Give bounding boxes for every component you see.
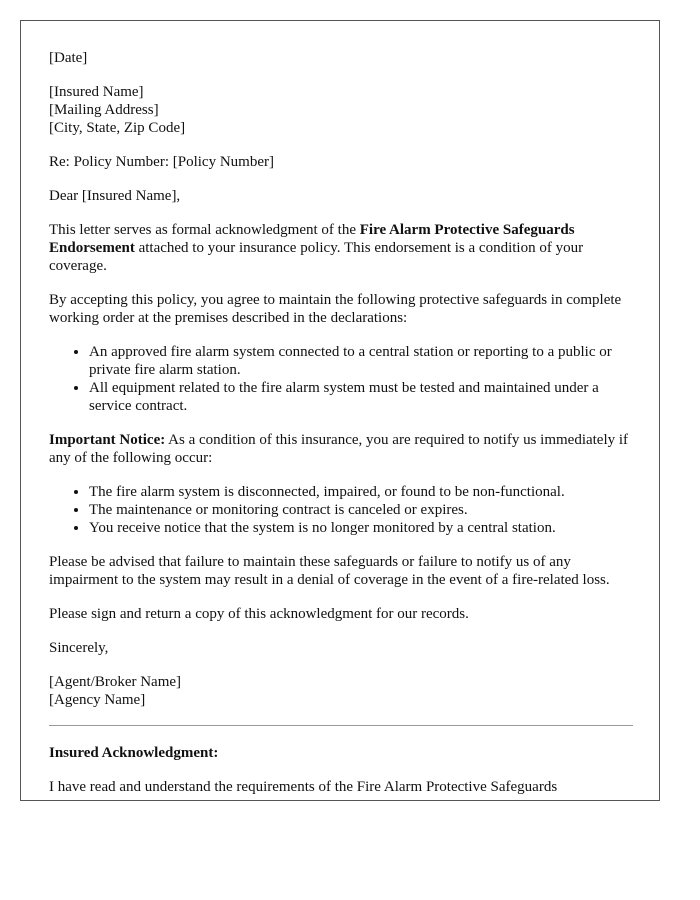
return-request: Please sign and return a copy of this acknowledgment for our records. bbox=[49, 606, 469, 622]
safeguard-item: • An approved fire alarm system connected to a central station or reporting to a public or private fire alarm station. bbox=[89, 343, 633, 379]
agency-name: [Agency Name] bbox=[49, 692, 146, 708]
policy-reference: Re: Policy Number: [Policy Number] bbox=[49, 154, 274, 170]
acknowledgment-text: I have read and understand the requirements of the Fire Alarm Protective Safeguards bbox=[49, 779, 558, 795]
safeguards-list bbox=[49, 343, 633, 415]
agent-name: [Agent/Broker Name] bbox=[49, 674, 182, 690]
intro-paragraph bbox=[49, 221, 633, 275]
recipient-block bbox=[49, 83, 633, 137]
date-line: [Date] bbox=[49, 50, 88, 66]
section-divider bbox=[49, 725, 633, 726]
salutation: Dear [Insured Name], bbox=[49, 188, 181, 204]
acknowledgment-heading: Insured Acknowledgment: bbox=[49, 745, 219, 761]
intro-text-before: This letter serves as formal acknowledgment of the bbox=[49, 222, 360, 238]
notice-event-item: • You receive notice that the system is no longer monitored by a central station. bbox=[89, 519, 633, 537]
notice-event-item: • The fire alarm system is disconnected, impaired, or found to be non-functional. bbox=[89, 483, 633, 501]
safeguard-item: • All equipment related to the fire alarm system must be tested and maintained under a service contract. bbox=[89, 379, 633, 415]
endorsement-name: Fire Alarm Protective Safeguards Endorsement bbox=[49, 222, 575, 256]
recipient-address: [Mailing Address] bbox=[49, 102, 159, 118]
letter-frame bbox=[20, 20, 660, 801]
recipient-city-state-zip: [City, State, Zip Code] bbox=[49, 120, 186, 136]
notice-event-item: • The maintenance or monitoring contract is canceled or expires. bbox=[89, 501, 633, 519]
letter-content bbox=[49, 49, 633, 796]
important-notice-paragraph bbox=[49, 431, 633, 467]
agreement-paragraph: By accepting this policy, you agree to maintain the following protective safeguards in complete working order at the premises described in the declarations: bbox=[49, 292, 622, 326]
closing: Sincerely, bbox=[49, 640, 109, 656]
important-notice-text: As a condition of this insurance, you are required to notify us immediately if any of the following occur: bbox=[49, 432, 629, 466]
notice-events-list bbox=[49, 483, 633, 537]
coverage-warning: Please be advised that failure to maintain these safeguards or failure to notify us of any impairment to the system may result in a denial of coverage in the event of a fire-related loss. bbox=[49, 554, 610, 588]
important-notice-label: Important Notice: bbox=[49, 432, 166, 448]
signature-block bbox=[49, 673, 633, 709]
intro-text-after: attached to your insurance policy. This endorsement is a condition of your coverage. bbox=[49, 240, 584, 274]
recipient-name: [Insured Name] bbox=[49, 84, 144, 100]
